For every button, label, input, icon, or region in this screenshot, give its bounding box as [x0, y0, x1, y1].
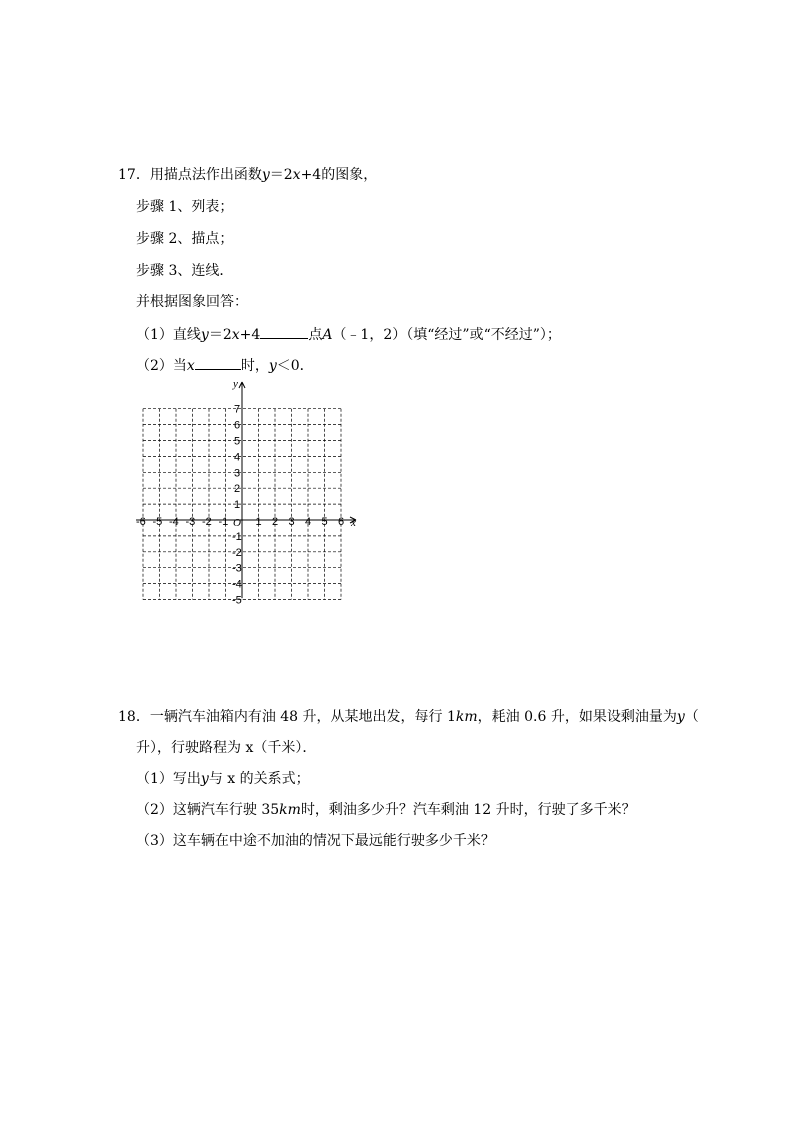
x-tick-label: 1: [255, 516, 262, 528]
q17-heading: [118, 166, 377, 184]
q17-p1-coords: （﹣1，2）（填“经过”或“不经过”）；: [332, 327, 561, 343]
q17-p2-when: 时，: [240, 358, 269, 374]
y-tick-label: 3: [234, 467, 241, 480]
answer-blank-2[interactable]: [195, 355, 241, 370]
q17-p2-rest: ＜0．: [276, 358, 314, 374]
x-tick-label: -2: [202, 516, 212, 528]
y-tick-label: 7: [234, 403, 241, 416]
q17-p1-y: y: [200, 327, 209, 343]
tick-labels: [136, 404, 344, 604]
q18-p1-a: （1）写出: [136, 771, 201, 787]
origin-label: O: [233, 517, 241, 529]
q18-part2: [136, 801, 636, 819]
q18-p2-b: 时，剩油多少升？汽车剩油 12 升时，行驶了多千米？: [300, 802, 636, 818]
q17-part2: [136, 355, 314, 375]
q17-part1: [136, 324, 561, 344]
q17-p1-x: x: [231, 327, 240, 343]
q17-func-y: y: [261, 167, 270, 183]
y-tick-label: 2: [234, 483, 241, 496]
q18-part3: （3）这车辆在中途不加油的情况下最远能行驶多少千米？: [136, 833, 495, 849]
x-axis-label: x: [351, 517, 356, 529]
q18-p1-b: 与 x 的关系式；: [208, 771, 310, 787]
q17-step2: 步骤 2、描点；: [136, 231, 234, 247]
q17-p1-label: （1）直线: [136, 327, 201, 343]
q17-p1-eq: ＝2: [208, 327, 232, 343]
q17-func-rest: +4: [300, 167, 322, 183]
y-tick-label: -5: [232, 594, 242, 604]
q17-p1-rest: +4: [239, 327, 261, 343]
q18-number: 18．: [118, 709, 150, 725]
x-tick-label: -1: [218, 516, 229, 528]
y-tick-label: 4: [234, 451, 241, 464]
y-tick-label: 1: [234, 499, 241, 512]
x-tick-label: -3: [185, 516, 196, 528]
coordinate-grid: [130, 374, 366, 604]
q17-text-a: 用描点法作出函数: [149, 167, 262, 183]
q18-text-a: 一辆汽车油箱内有油 48 升，从某地出发，每行 1: [149, 709, 456, 725]
x-tick-label: -5: [152, 516, 163, 528]
y-tick-label: -3: [232, 562, 242, 575]
q18-part1: [136, 770, 310, 788]
q18-p2-a: （2）这辆汽车行驶 35: [136, 802, 280, 818]
x-tick-label: 2: [272, 516, 279, 528]
q18-text-c: （: [684, 709, 699, 725]
x-tick-label: -4: [169, 516, 179, 528]
y-tick-label: -4: [232, 578, 242, 591]
q18-line2: 升），行驶路程为 x（千米）．: [136, 740, 317, 756]
x-tick-label: -6: [136, 516, 146, 528]
q17-p1-point: 点: [308, 327, 323, 343]
q18-y1: y: [676, 709, 685, 725]
q17-step1: 步骤 1、列表；: [136, 199, 234, 215]
axes: [136, 382, 356, 598]
q17-answer-intro: 并根据图象回答：: [136, 294, 248, 310]
q17-p2-x: x: [186, 358, 195, 374]
q17-func-x: x: [292, 167, 301, 183]
y-tick-label: 6: [234, 419, 241, 432]
y-tick-label: 5: [234, 435, 241, 448]
q17-p1-A: A: [322, 327, 333, 343]
y-tick-label: -2: [232, 546, 242, 559]
q17-text-b: 的图象，: [321, 167, 378, 183]
q17-number: 17．: [118, 167, 150, 183]
q17-p2-y: y: [268, 358, 277, 374]
q17-step3: 步骤 3、连线．: [136, 263, 234, 279]
answer-blank-1[interactable]: [260, 324, 308, 339]
x-tick-label: 5: [321, 516, 328, 528]
q18-km1: km: [455, 709, 478, 725]
q18-text-b: ，耗油 0.6 升，如果设剩油量为: [477, 709, 677, 725]
q17-func-eq: ＝2: [269, 167, 293, 183]
x-tick-label: 6: [338, 516, 345, 528]
q18-p1-y: y: [200, 771, 209, 787]
y-tick-label: -1: [232, 530, 242, 543]
x-tick-label: 3: [288, 516, 295, 528]
q17-p2-label: （2）当: [136, 358, 187, 374]
y-axis-label: y: [233, 378, 238, 390]
x-tick-label: 4: [305, 516, 312, 528]
q18-p2-km: km: [279, 802, 301, 818]
q18-heading: [118, 708, 699, 726]
